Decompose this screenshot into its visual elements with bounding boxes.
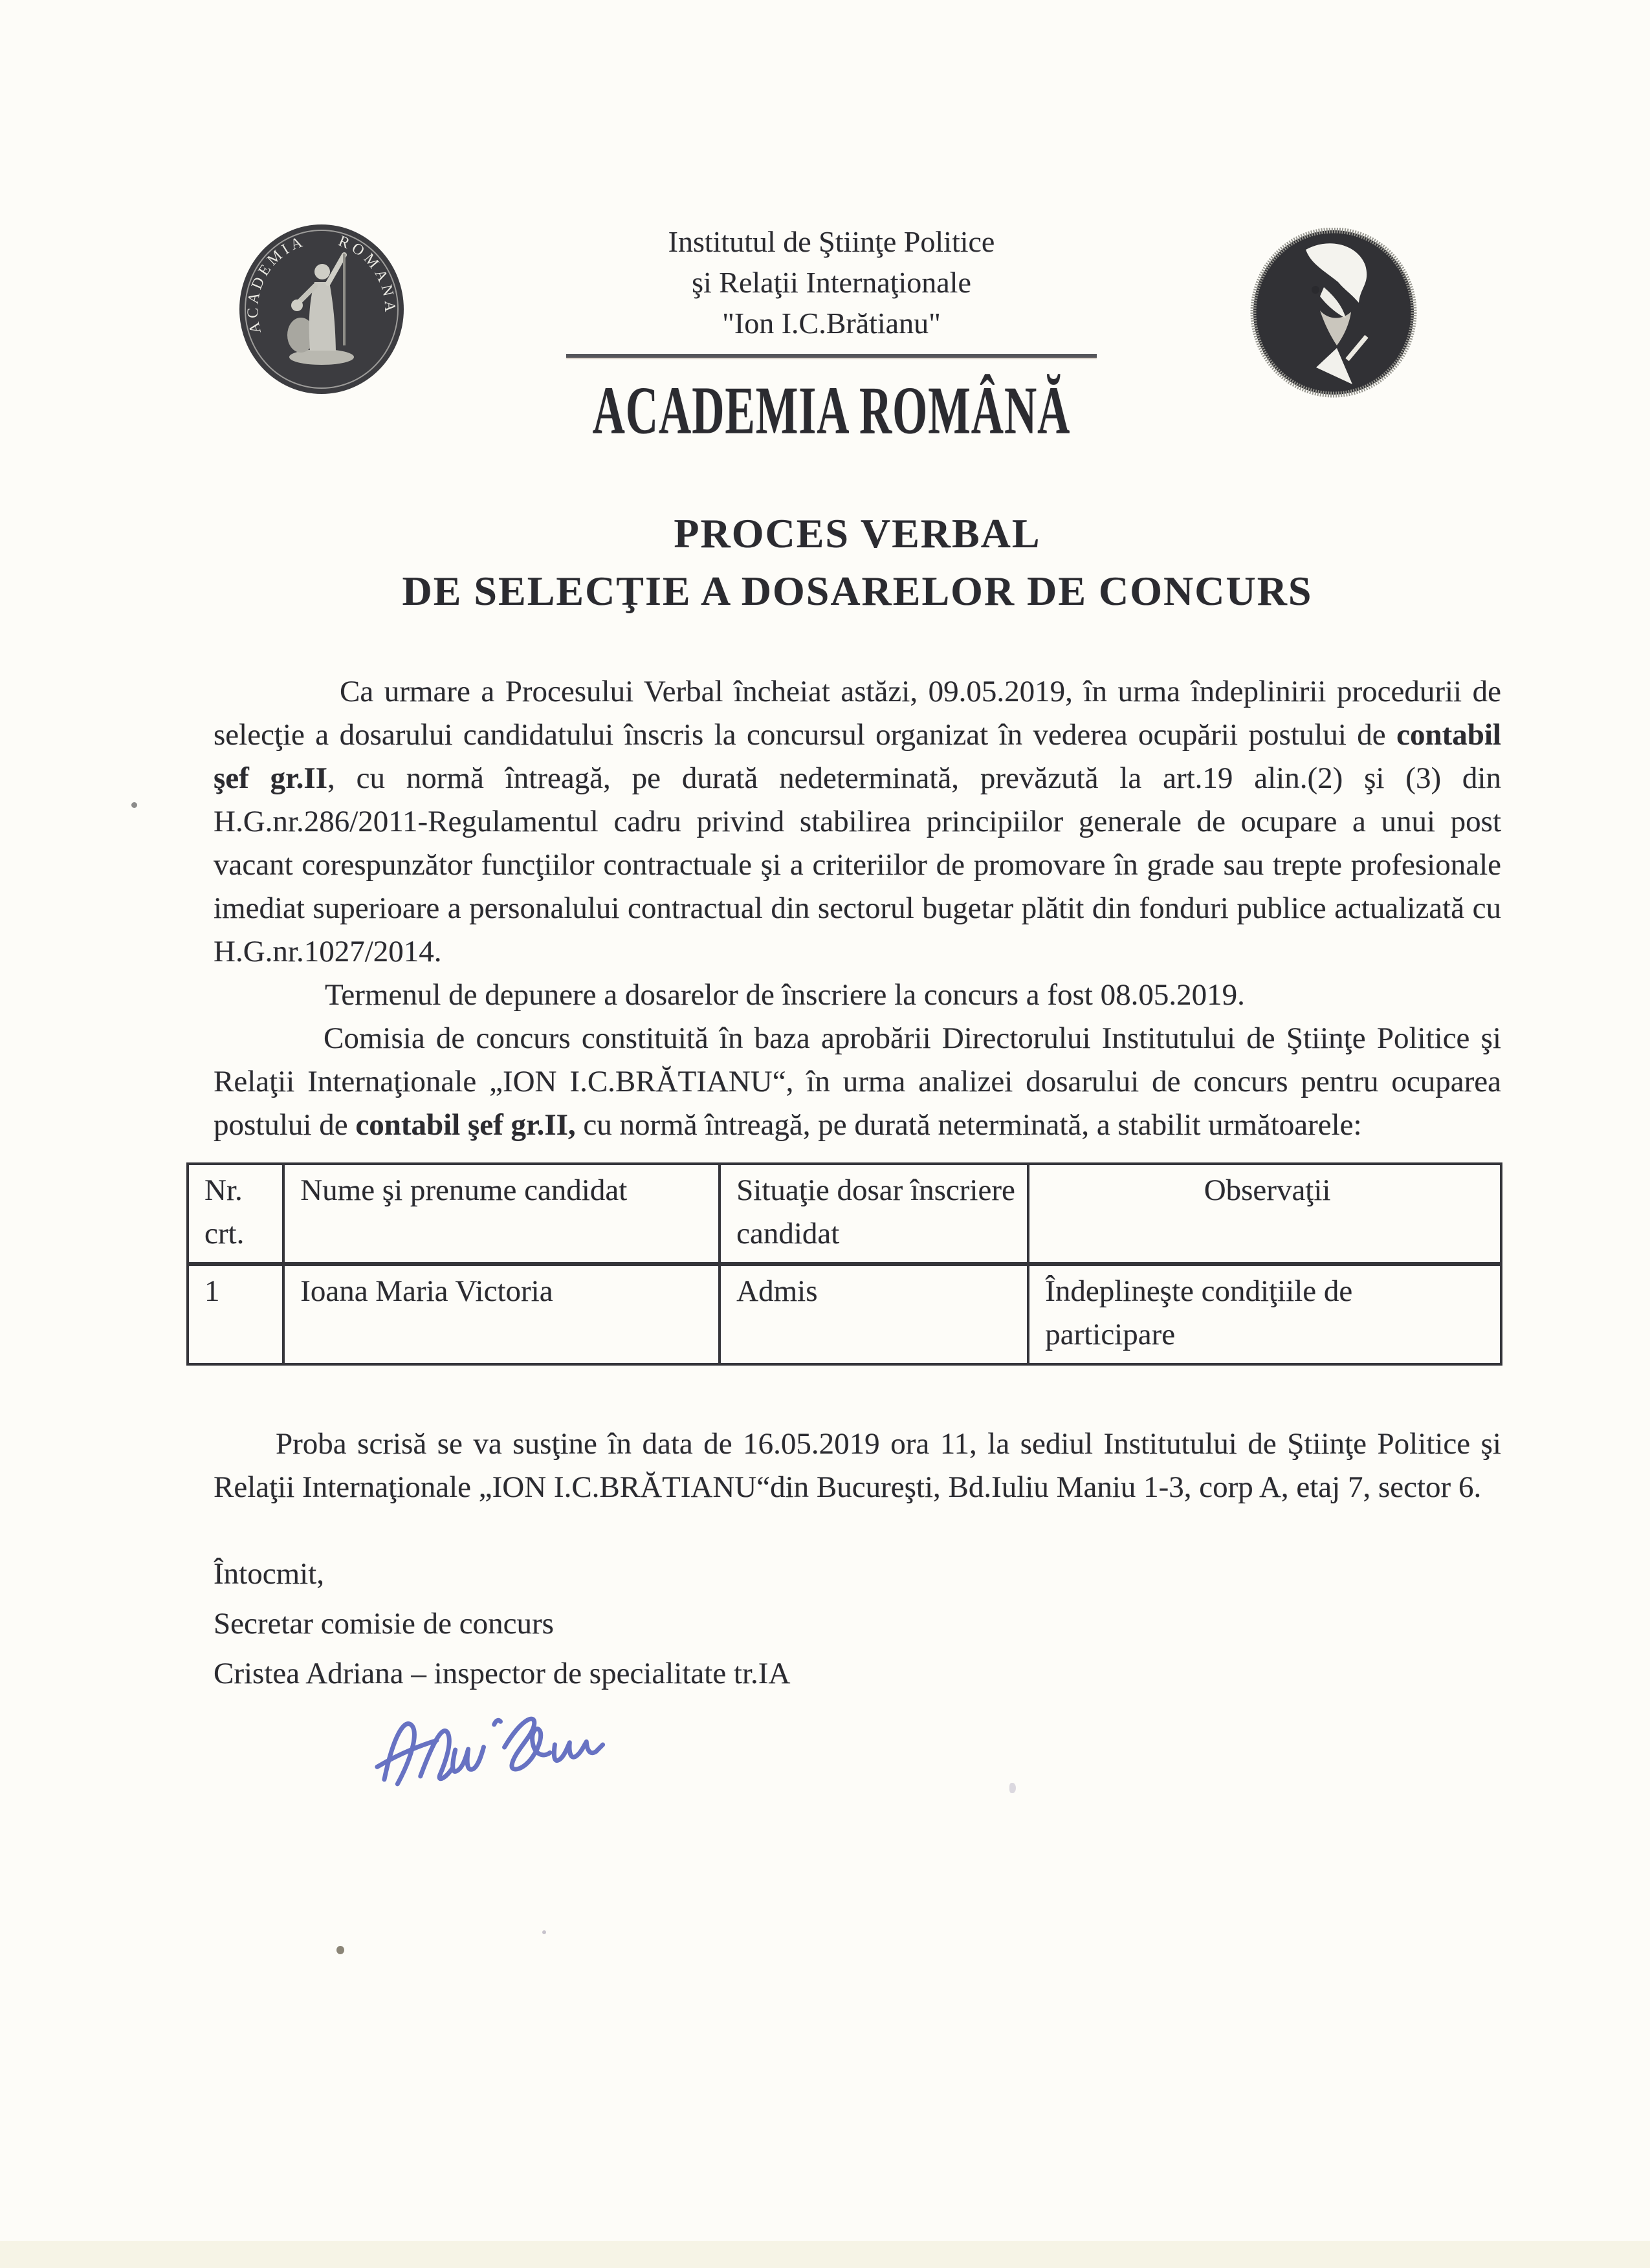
document-title xyxy=(214,505,1501,620)
letterhead-header xyxy=(214,221,1501,449)
scan-speck xyxy=(131,802,137,808)
paragraph-3 xyxy=(214,1017,1501,1147)
paragraph-1 xyxy=(214,670,1501,974)
document-body xyxy=(214,670,1501,1147)
footer-prepared-by: Întocmit, xyxy=(214,1557,324,1591)
paragraph-1-bold-post-title: contabil şef gr.II xyxy=(214,718,1501,795)
handwritten-signature-image xyxy=(371,1701,615,1804)
paragraph-3-text-cont: cu normă întreagă, pe durată neterminată, a stabilit următoarele: xyxy=(575,1108,1362,1142)
table-header-observations: Observaţii xyxy=(1028,1164,1501,1264)
table-row xyxy=(188,1264,1501,1364)
paragraph-3-text: Comisia de concurs constituită în baza aprobării Directorului Institutului de Ştiinţe Politice şi Relaţii Internaţionale „ION I.C.BRĂTIANU“, în urma analizei dosarului de concurs pentru ocuparea postului de xyxy=(214,1021,1501,1142)
scan-speck xyxy=(336,1946,344,1954)
institute-name-line-2: şi Relaţii Internaţionale xyxy=(692,266,971,299)
seal-text-right: ROMANA xyxy=(336,232,399,316)
document-title-line-2: DE SELECŢIE A DOSARELOR DE CONCURS xyxy=(402,568,1313,614)
paragraph-2: Termenul de depunere a dosarelor de înscriere la concurs a fost 08.05.2019. xyxy=(325,978,1245,1012)
scan-speck xyxy=(1009,1783,1016,1793)
institute-name-line-1: Institutul de Ştiinţe Politice xyxy=(668,225,995,258)
academy-name: ACADEMIA ROMÂNĂ xyxy=(592,373,1071,449)
document-body-2 xyxy=(214,1423,1501,1509)
document-footer xyxy=(214,1549,1501,1699)
footer-secretary-name: Cristea Adriana – inspector de specialitate tr.IA xyxy=(214,1657,791,1690)
document-title-line-1: PROCES VERBAL xyxy=(674,510,1041,556)
institute-name-line-3: "Ion I.C.Brătianu" xyxy=(722,307,941,340)
table-header-nr-crt: Nr. crt. xyxy=(188,1164,283,1264)
table-header-row xyxy=(188,1164,1501,1264)
table-header-candidate-name: Nume şi prenume candidat xyxy=(283,1164,720,1264)
seal-text-left: ACADEMIA xyxy=(245,232,308,335)
paragraph-3-bold-post-title: contabil şef gr.II, xyxy=(355,1108,576,1142)
table-cell-nr: 1 xyxy=(188,1264,283,1364)
candidates-table xyxy=(186,1162,1502,1366)
table-header-file-status: Situaţie dosar înscriere candidat xyxy=(720,1164,1028,1264)
footer-secretary-role: Secretar comisie de concurs xyxy=(214,1607,554,1641)
scan-speck xyxy=(542,1930,546,1934)
bratianu-portrait-icon xyxy=(1249,228,1418,398)
letterhead-text xyxy=(547,221,1116,449)
table-cell-observations: Îndeplineşte condiţiile de participare xyxy=(1028,1264,1501,1364)
letterhead-divider xyxy=(566,354,1097,358)
paragraph-4: Proba scrisă se va susţine în data de 16.05.2019 ora 11, la sediul Institutului de Ştiinţe Politice şi Relaţii Internaţionale „ION I.C.BRĂTIANU“din Bucureşti, Bd.Iuliu Maniu 1-3, corp A, etaj 7, sector 6. xyxy=(214,1427,1501,1504)
table-cell-candidate-name: Ioana Maria Victoria xyxy=(283,1264,720,1364)
paragraph-1-text: Ca urmare a Procesului Verbal încheiat astăzi, 09.05.2019, în urma îndeplinirii procedurii de selecţie a dosarului candidatului înscris la concursul organizat în vederea ocupării postului de xyxy=(214,675,1501,752)
paragraph-1-text-cont: , cu normă întreagă, pe durată nedeterminată, prevăzută la art.19 alin.(2) şi (3) din H.G.nr.286/2011-Regulamentul cadru privind stabilirea principiilor generale de ocupare a unui post vacant corespunzător funcţiilor contractuale şi a criteriilor de promovare în grade sau trepte profesionale imediat superioare a personalului contractual din sectorul bugetar plătit din fonduri publice actualizată cu H.G.nr.1027/2014. xyxy=(214,761,1501,968)
table-cell-file-status: Admis xyxy=(720,1264,1028,1364)
academia-romana-seal-icon xyxy=(237,223,406,396)
